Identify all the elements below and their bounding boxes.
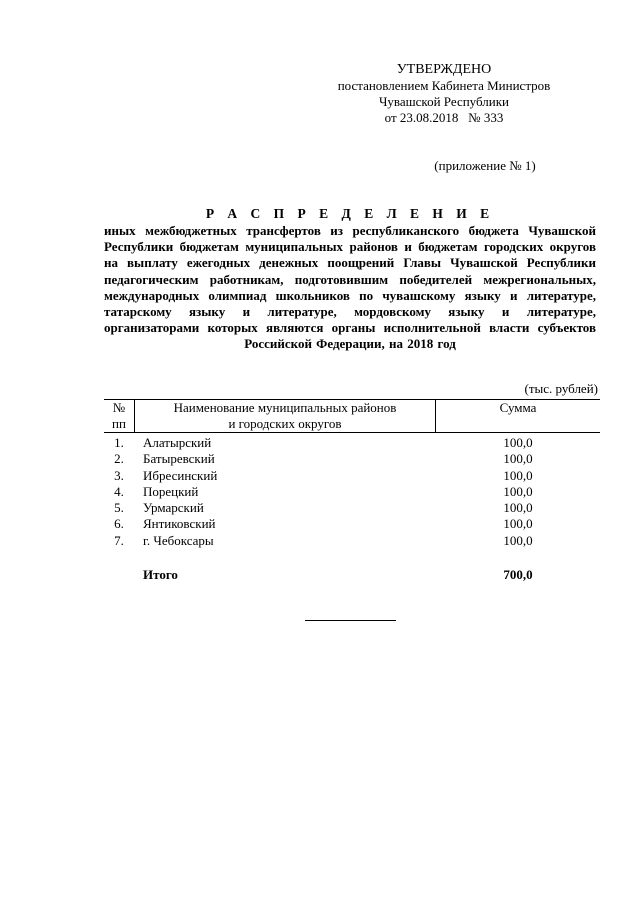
row-name: Ибресинский xyxy=(143,467,218,483)
table-header xyxy=(104,399,600,433)
approval-line-3: от 23.08.2018 № 333 xyxy=(384,110,504,125)
row-sum: 100,0 xyxy=(503,500,533,516)
row-sum: 100,0 xyxy=(503,483,533,499)
appendix-label: (приложение № 1) xyxy=(434,158,536,173)
row-number: 2. xyxy=(114,451,124,467)
table-row xyxy=(104,451,600,467)
document-title: Р А С П Р Е Д Е Л Е Н И Е xyxy=(205,206,495,221)
row-name: Урмарский xyxy=(143,500,204,516)
row-sum: 100,0 xyxy=(503,435,533,450)
header-number-line-1: № xyxy=(112,400,126,415)
row-number: 4. xyxy=(114,483,124,499)
row-name: Батыревский xyxy=(143,451,215,467)
row-name: г. Чебоксары xyxy=(143,532,214,548)
table-row xyxy=(104,484,600,500)
row-number: 5. xyxy=(114,500,124,516)
approval-line-2: Чувашской Республики xyxy=(378,94,510,109)
row-sum: 100,0 xyxy=(503,451,533,467)
table-body xyxy=(104,435,600,549)
row-sum: 100,0 xyxy=(503,532,533,548)
units-label: (тыс. рублей) xyxy=(524,381,598,396)
header-number-line-2: пп xyxy=(112,416,126,431)
table-row xyxy=(104,500,600,516)
row-sum: 100,0 xyxy=(503,516,533,532)
header-sum: Сумма xyxy=(499,400,537,415)
table-row xyxy=(104,533,600,549)
total-row xyxy=(104,567,600,583)
approval-block xyxy=(294,62,594,126)
row-number: 6. xyxy=(114,516,124,532)
distribution-table xyxy=(104,399,600,583)
document-subtitle: иных межбюджетных трансфертов из республиканского бюджета Чувашской Республики бюджетам муниципальных районов и бюджетам городских округов на выплату ежегодных денежных поощрений Главы Чувашской Республики педагогическим работникам, подготовившим победителей межрегиональных, международных олимпиад школьников по чувашскому языку и литературе, татарскому языку и литературе, мордовскому языку и литературе, организаторами которых являются органы исполнительной власти субъектов Российской Федерации, на 2018 год xyxy=(104,223,596,352)
row-name: Янтиковский xyxy=(143,516,216,532)
header-name-line-1: Наименование муниципальных районов xyxy=(173,400,397,415)
header-name xyxy=(135,400,436,432)
end-divider xyxy=(305,620,396,621)
header-name-line-2: и городских округов xyxy=(228,416,342,431)
row-number: 7. xyxy=(114,532,124,548)
approval-stamp: УТВЕРЖДЕНО xyxy=(396,62,492,77)
row-name: Порецкий xyxy=(143,483,199,499)
total-sum: 700,0 xyxy=(503,567,533,583)
total-label: Итого xyxy=(143,567,178,583)
row-number: 3. xyxy=(114,467,124,483)
title-block xyxy=(104,206,596,353)
row-name: Алатырский xyxy=(143,435,212,450)
approval-line-1: постановлением Кабинета Министров xyxy=(337,78,551,93)
table-row xyxy=(104,516,600,532)
row-sum: 100,0 xyxy=(503,467,533,483)
table-row xyxy=(104,435,600,451)
table-row xyxy=(104,468,600,484)
header-number xyxy=(104,400,135,432)
row-number: 1. xyxy=(114,435,124,450)
